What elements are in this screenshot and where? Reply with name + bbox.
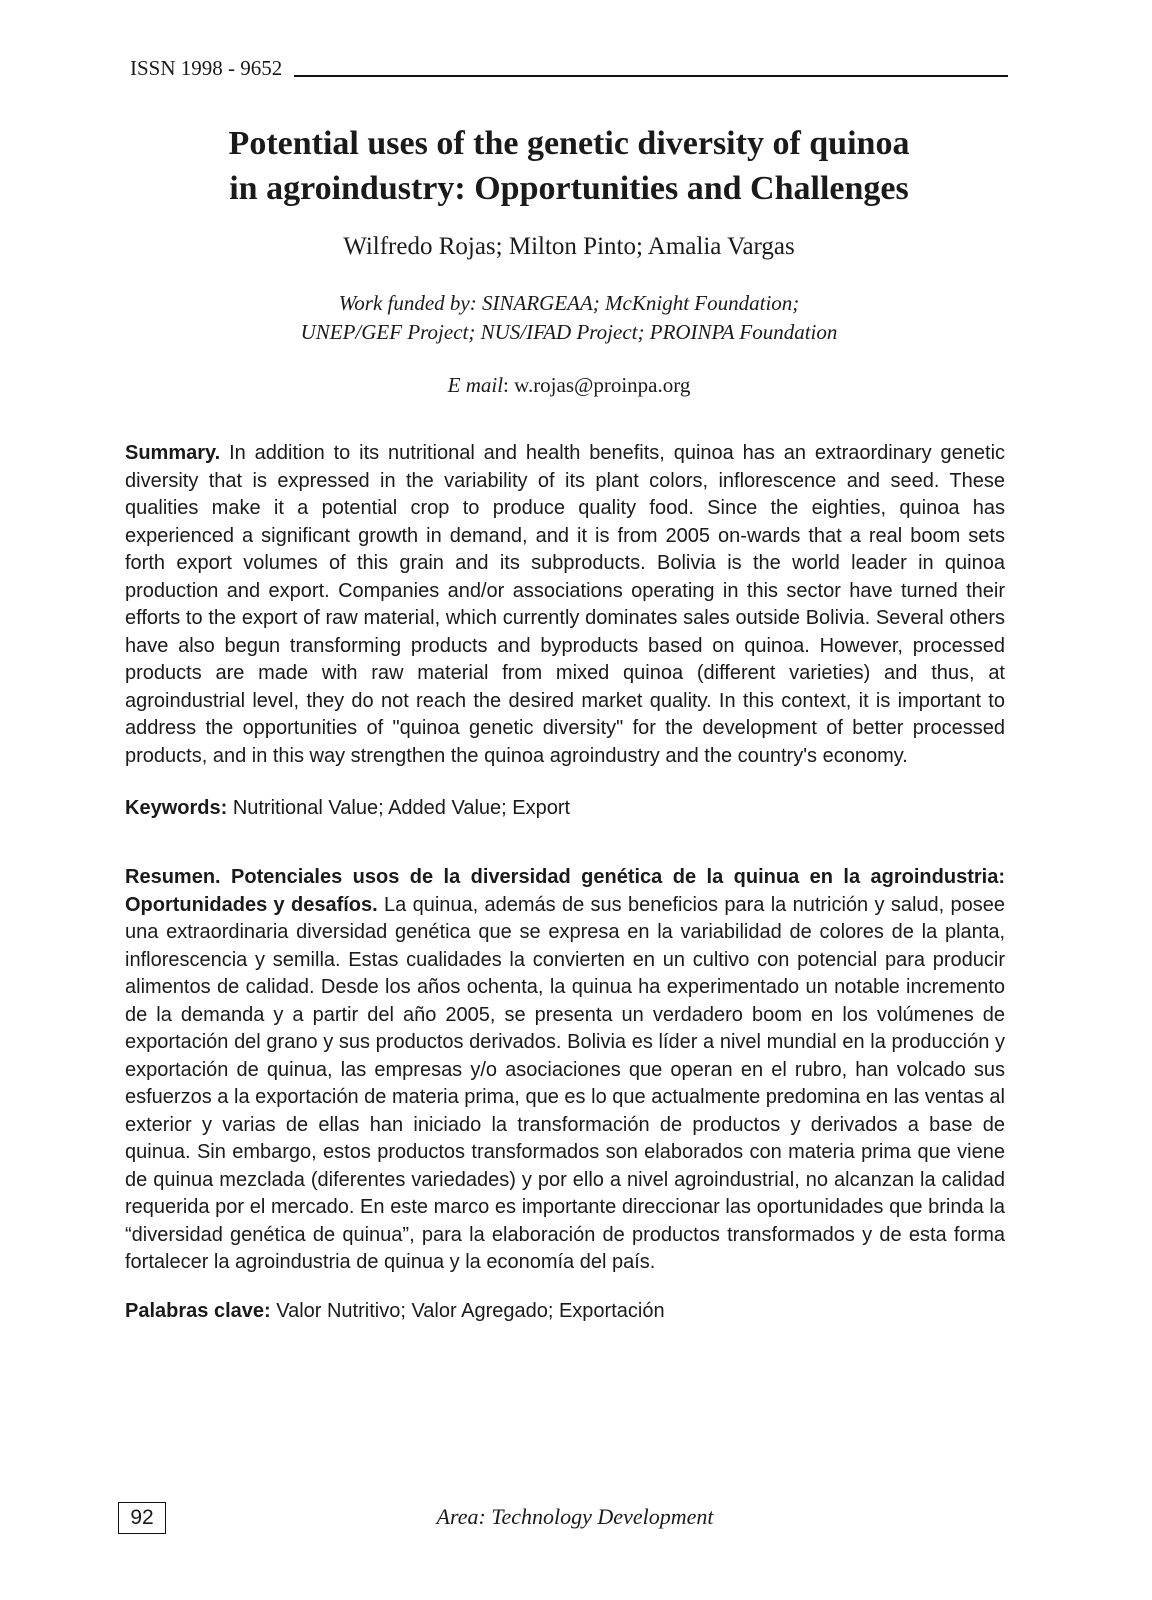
resumen-label: Resumen. Potenciales usos de la diversidad genética de la quinua en la agroindustria: Oportunidades y desafíos. [125, 866, 1005, 916]
summary-text: In addition to its nutritional and health benefits, quinoa has an extraordinary genetic diversity that is expressed in the variability of its plant colors, inflorescence and seed. These qualities make it a potential crop to produce quality food. Since the eighties, quinoa has experienced a significant growth in demand, and it is from 2005 on-wards that a real boom sets forth export volumes of this grain and its subproducts. Bolivia is the world leader in quinoa production and export. Companies and/or associations operating in this sector have turned their efforts to the export of raw material, which currently dominates sales outside Bolivia. Several others have also begun transforming products and byproducts based on quinoa. However, processed products are made with raw material from mixed quinoa (different varieties) and thus, at agroindustrial level, they do not reach the desired market quality. In this context, it is important to address the opportunities of "quinoa genetic diversity" for the development of better processed products, and in this way strengthen the quinoa agroindustry and the country's economy. [125, 442, 1006, 767]
resumen-text: La quinua, además de sus beneficios para la nutrición y salud, posee una extraordinaria diversidad genética que se expresa en la variabilidad de colores de la planta, inflorescencia y semilla. Estas cualidades la convierten en un cultivo con potencial para producir alimentos de calidad. Desde los años ochenta, la quinua ha experimentado un notable incremento de la demanda y a partir del año 2005, se presenta un verdadero boom en los volúmenes de exportación del grano y sus productos derivados. Bolivia es líder a nivel mundial en la producción y exportación de quinua, las empresas y/o asociaciones que operan en el rubro, han volcado sus esfuerzos a la exportación de materia prima, que es lo que actualmente predomina en las ventas al exterior y varias de ellas han iniciado la transformación de productos y derivados a base de quinua. Sin embargo, estos productos transformados son elaborados con materia prima que viene de quinua mezclada (diferentes variedades) y por ello a nivel agroindustrial, no alcanzan la calidad requerida por el mercado. En este marco es importante direccionar las oportunidades que brinda la “diversidad genética de quinua”, para la elaboración de productos transformados y de esta forma fortalecer la agroindustria de quinua y la economía del país. [125, 893, 1005, 1273]
title-line-2: in agroindustry: Opportunities and Challenges [229, 170, 909, 207]
email-address: w.rojas@proinpa.org [514, 373, 691, 397]
footer-area: Area: Technology Development [436, 1504, 714, 1529]
palabras-clave-label: Palabras clave: [125, 1300, 271, 1322]
journal-header [130, 56, 1008, 80]
contact-email [130, 372, 1008, 398]
funding-line-1: Work funded by: SINARGEAA; McKnight Foundation; [338, 291, 800, 315]
page-number: 92 [118, 1502, 166, 1534]
paper-title [130, 121, 1008, 211]
header-rule [294, 75, 1008, 77]
email-label: E mail [447, 373, 504, 397]
keywords-label: Keywords: [125, 797, 228, 819]
resumen-paragraph [125, 864, 1005, 1277]
author-list: Wilfredo Rojas; Milton Pinto; Amalia Vargas [343, 233, 795, 260]
summary-paragraph [125, 440, 1005, 770]
issn-number: ISSN 1998 - 9652 [130, 56, 283, 80]
title-line-1: Potential uses of the genetic diversity of quinoa [228, 125, 910, 162]
palabras-clave-text: Valor Nutritivo; Valor Agregado; Exportación [276, 1300, 665, 1322]
keywords-line [125, 795, 1005, 823]
funding-statement [130, 289, 1008, 347]
summary-label: Summary. [125, 442, 221, 464]
keywords-text: Nutritional Value; Added Value; Export [232, 797, 571, 819]
funding-line-2: UNEP/GEF Project; NUS/IFAD Project; PROINPA Foundation [300, 320, 838, 344]
palabras-clave-line [125, 1298, 1005, 1326]
email-colon: : [503, 373, 515, 397]
